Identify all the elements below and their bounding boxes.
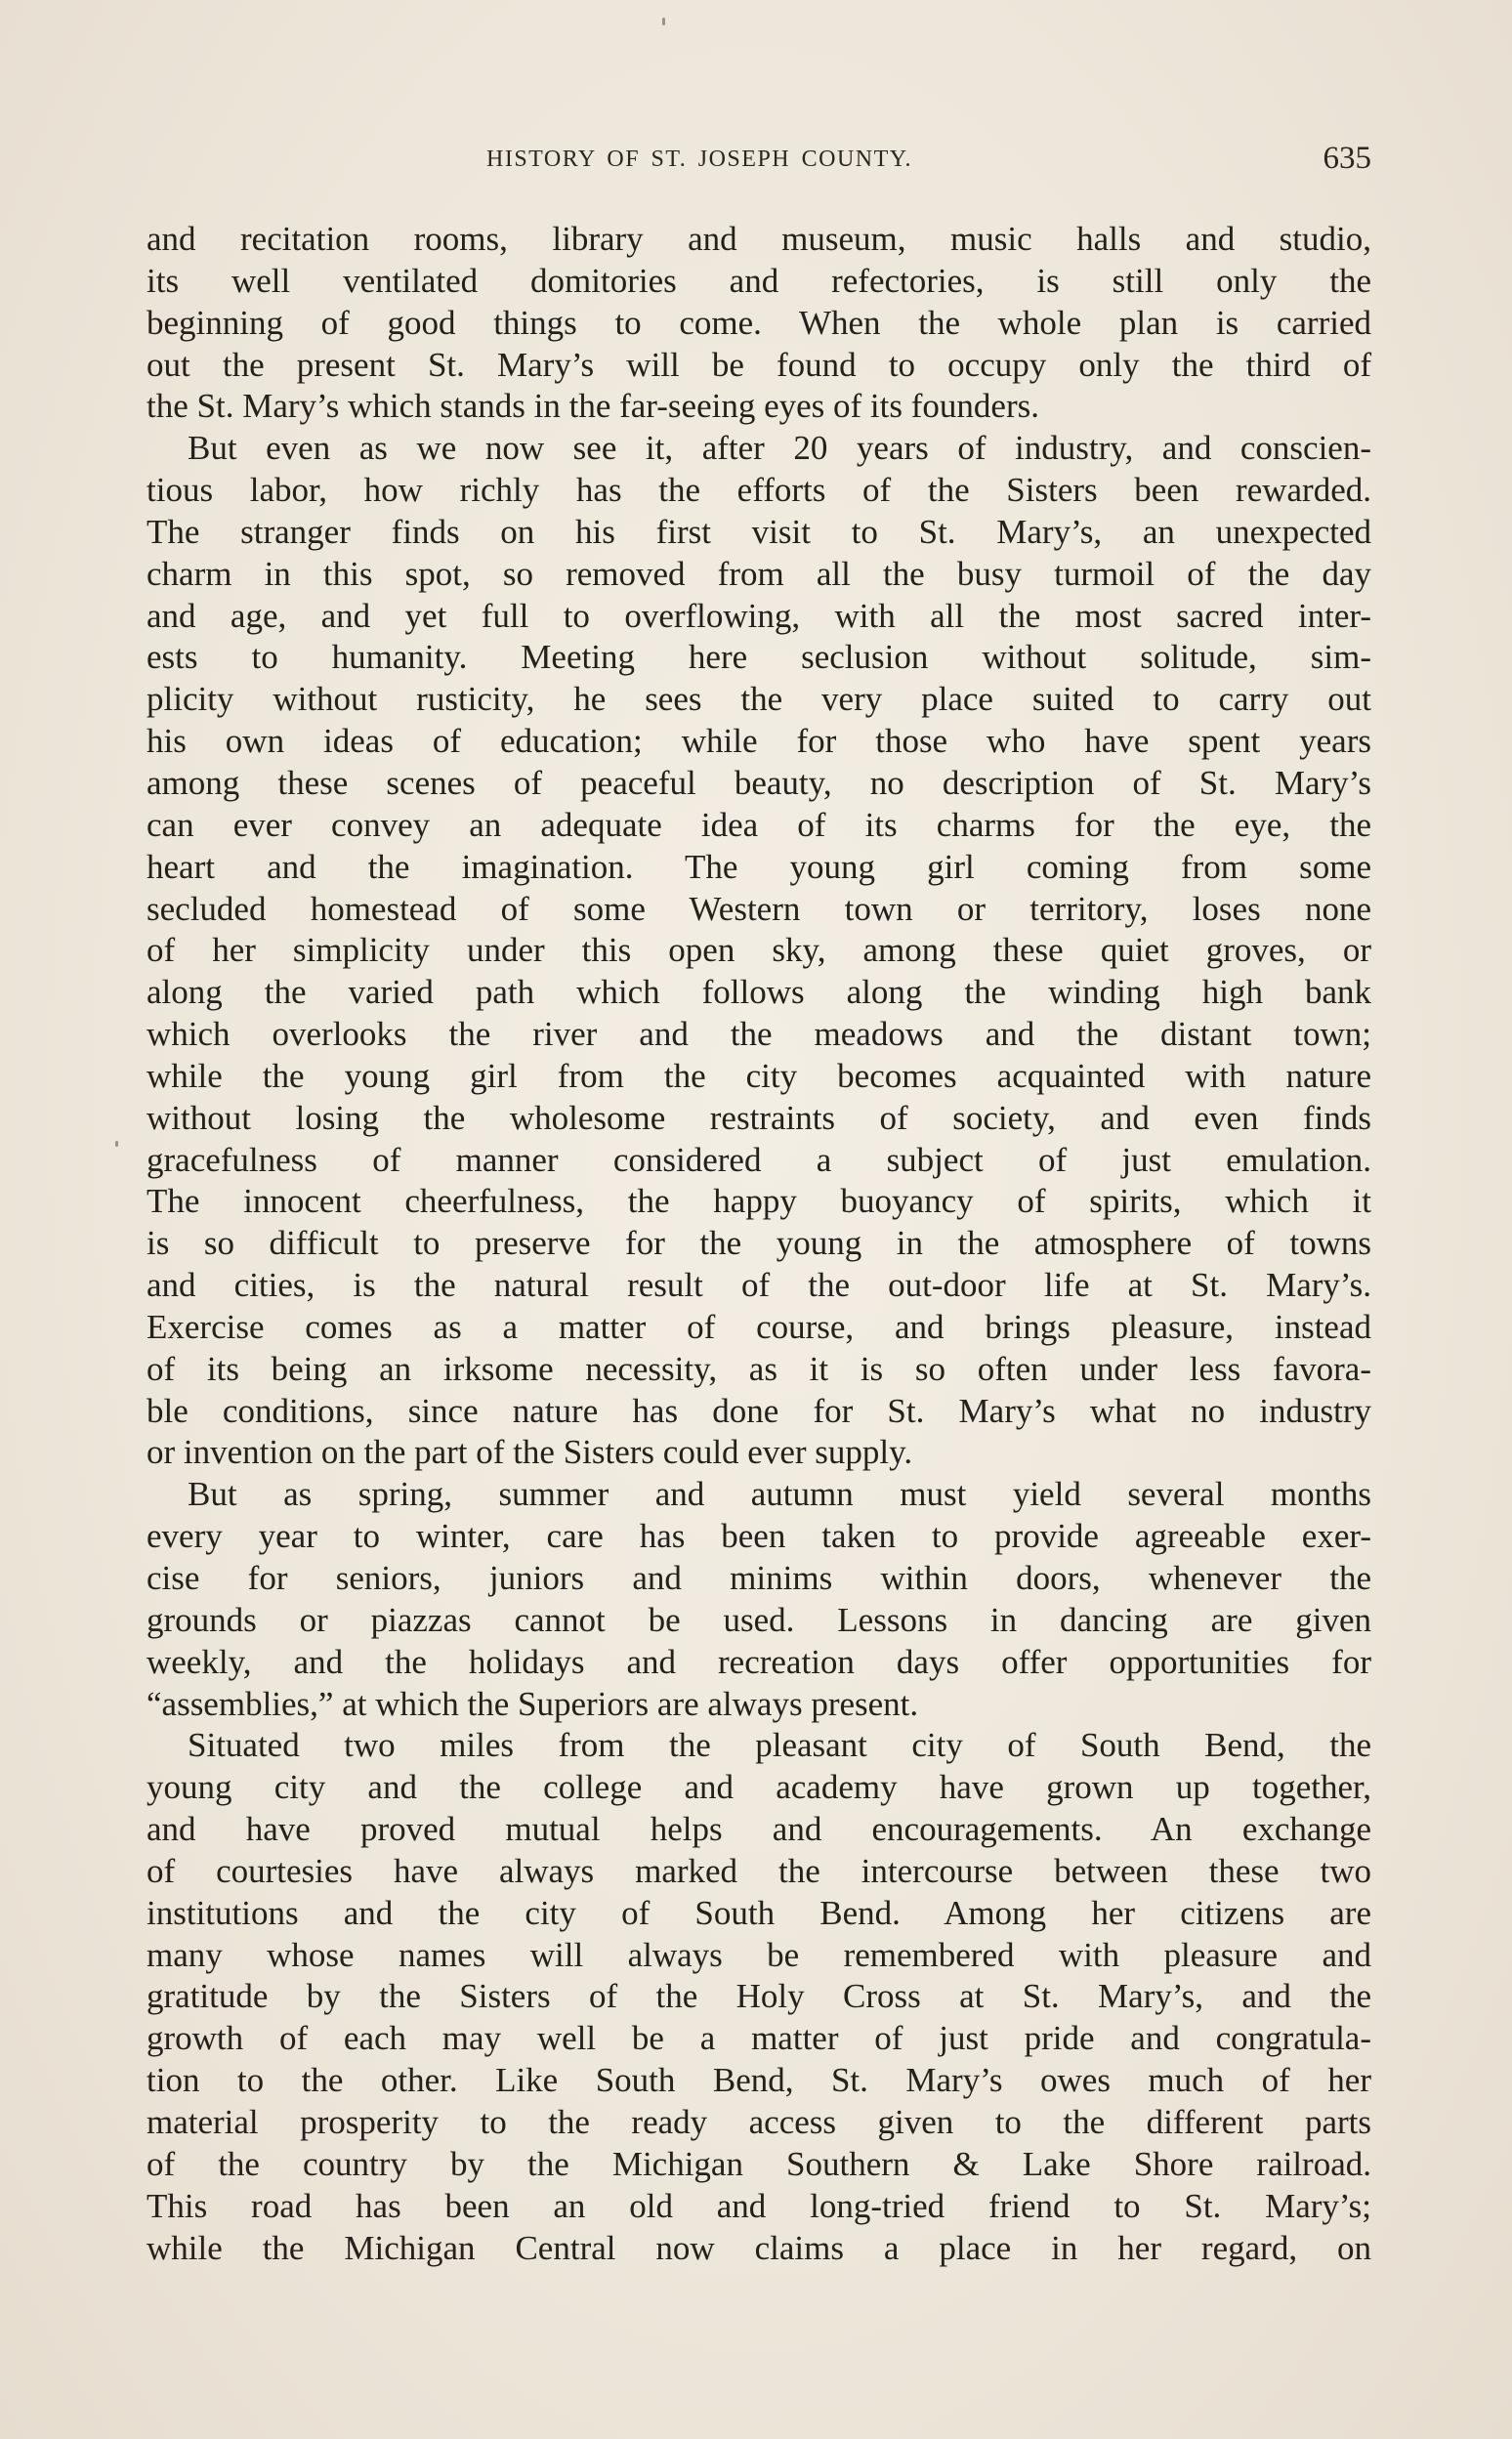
text-line: gratitude by the Sisters of the Holy Cross at St. Mary’s, and the — [147, 1977, 1371, 2016]
text-line: material prosperity to the ready access given to the different parts — [147, 2102, 1371, 2141]
ink-speck-mark — [662, 18, 665, 25]
text-line: among these scenes of peaceful beauty, no description of St. Mary’s — [147, 763, 1371, 802]
text-line: while the young girl from the city becomes acquainted with nature — [147, 1056, 1371, 1095]
text-line: ble conditions, since nature has done for St. Mary’s what no industry — [147, 1391, 1371, 1430]
text-line: many whose names will always be remembered with pleasure and — [147, 1935, 1371, 1974]
text-line: But even as we now see it, after 20 years of industry, and conscien- — [188, 429, 1371, 468]
text-line: plicity without rusticity, he sees the very place suited to carry out — [147, 680, 1371, 719]
text-line: and cities, is the natural result of the out-door life at St. Mary’s. — [147, 1266, 1371, 1305]
text-line: secluded homestead of some Western town or territory, loses none — [147, 889, 1371, 928]
text-line: out the present St. Mary’s will be found to occupy only the third of — [147, 345, 1371, 384]
ink-speck-mark — [115, 1141, 118, 1147]
text-line: without losing the wholesome restraints of society, and even finds — [147, 1098, 1371, 1137]
text-line: his own ideas of education; while for those who have spent years — [147, 722, 1371, 761]
text-line: heart and the imagination. The young girl coming from some — [147, 847, 1371, 886]
text-line: and recitation rooms, library and museum, music halls and studio, — [147, 220, 1371, 258]
text-line: and age, and yet full to overflowing, with all the most sacred inter- — [147, 596, 1371, 635]
text-line: growth of each may well be a matter of just pride and congratula- — [147, 2019, 1371, 2058]
text-line: young city and the college and academy have grown up together, — [147, 1768, 1371, 1807]
text-line: The innocent cheerfulness, the happy buoyancy of spirits, which it — [147, 1182, 1371, 1221]
page-header — [147, 143, 1377, 182]
text-line: the St. Mary’s which stands in the far-seeing eyes of its founders. — [147, 387, 1039, 426]
text-line: This road has been an old and long-tried friend to St. Mary’s; — [147, 2186, 1371, 2225]
text-line: weekly, and the holidays and recreation days offer opportunities for — [147, 1642, 1371, 1681]
text-line: grounds or piazzas cannot be used. Lessons in dancing are given — [147, 1600, 1371, 1639]
text-line: beginning of good things to come. When the whole plan is carried — [147, 303, 1371, 342]
text-line: of its being an irksome necessity, as it is so often under less favora- — [147, 1349, 1371, 1388]
text-line: institutions and the city of South Bend. Among her citizens are — [147, 1893, 1371, 1932]
text-line: of the country by the Michigan Southern & Lake Shore railroad. — [147, 2144, 1371, 2183]
text-line: ests to humanity. Meeting here seclusion without solitude, sim- — [147, 638, 1371, 677]
page-number: 635 — [1323, 141, 1371, 176]
text-line: tious labor, how richly has the efforts of the Sisters been rewarded. — [147, 471, 1371, 510]
text-line: “assemblies,” at which the Superiors are always present. — [147, 1684, 919, 1723]
text-line: which overlooks the river and the meadows and the distant town; — [147, 1015, 1371, 1054]
text-line: cise for seniors, juniors and minims within doors, whenever the — [147, 1559, 1371, 1597]
text-line: tion to the other. Like South Bend, St. Mary’s owes much of her — [147, 2061, 1371, 2100]
text-line: Exercise comes as a matter of course, and brings pleasure, instead — [147, 1307, 1371, 1346]
text-line: of courtesies have always marked the intercourse between these two — [147, 1851, 1371, 1890]
running-head: HISTORY OF ST. JOSEPH COUNTY. — [486, 147, 913, 172]
text-line: Situated two miles from the pleasant city of South Bend, the — [188, 1726, 1371, 1765]
text-line: or invention on the part of the Sisters could ever supply. — [147, 1433, 913, 1472]
text-line: is so difficult to preserve for the young in the atmosphere of towns — [147, 1224, 1371, 1263]
text-line: gracefulness of manner considered a subject of just emulation. — [147, 1140, 1371, 1179]
body-text — [147, 219, 1371, 2269]
text-line: charm in this spot, so removed from all the busy turmoil of the day — [147, 554, 1371, 593]
text-line: every year to winter, care has been taken to provide agreeable exer- — [147, 1517, 1371, 1556]
text-line: and have proved mutual helps and encouragements. An exchange — [147, 1810, 1371, 1849]
text-line: The stranger finds on his first visit to St. Mary’s, an unexpected — [147, 512, 1371, 551]
text-line: of her simplicity under this open sky, among these quiet groves, or — [147, 931, 1371, 970]
text-line: along the varied path which follows along the winding high bank — [147, 973, 1371, 1012]
text-line: can ever convey an adequate idea of its charms for the eye, the — [147, 805, 1371, 844]
text-line: its well ventilated domitories and refectories, is still only the — [147, 261, 1371, 300]
text-line: But as spring, summer and autumn must yield several months — [188, 1475, 1371, 1514]
text-line: while the Michigan Central now claims a place in her regard, on — [147, 2228, 1371, 2267]
